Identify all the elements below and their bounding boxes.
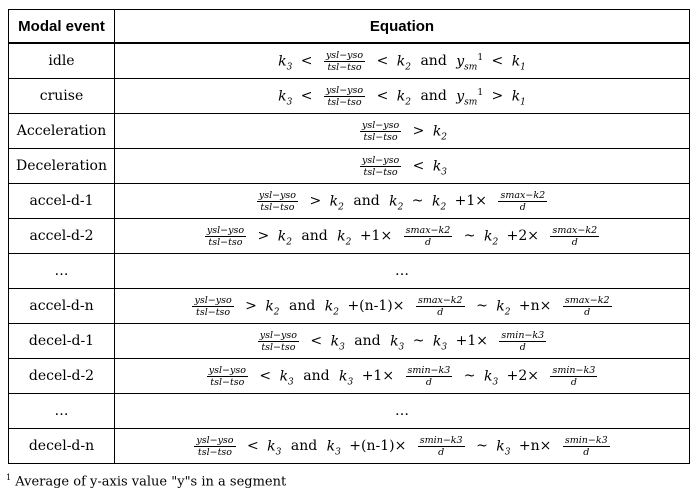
equation-cell: $\frac{\text{ysl−yso}}{\text{tsl−tso}}$ < $k_3$ (115, 149, 690, 184)
event-label: decel-d-2 (9, 359, 115, 394)
table-row (9, 114, 690, 149)
event-label: … (9, 394, 115, 429)
table-row (9, 359, 690, 394)
table-row (9, 219, 690, 254)
equation-cell: $\frac{\text{ysl−yso}}{\text{tsl−tso}}$ > $k_2$ and $k_2$ ~ $k_2 +1\times$ $\frac{smax-k2}{d}$ (115, 184, 690, 219)
event-label: idle (9, 43, 115, 79)
event-label: accel-d-2 (9, 219, 115, 254)
table-row (9, 394, 690, 429)
equation-cell: $\frac{\text{ysl−yso}}{\text{tsl−tso}}$ > $k_2$ and $k_2 +(n-1)\times$ $\frac{smax-k2}{d}$ ~ $k_2 +n\times$ $\frac{smax-k2}{d}$ (115, 289, 690, 324)
table-row (9, 79, 690, 114)
header-equation: Equation (115, 10, 690, 44)
footnote-marker: 1 (6, 473, 12, 482)
equation-cell: $\frac{\text{ysl−yso}}{\text{tsl−tso}}$ < $k_3$ and $k_3 +1\times$ $\frac{smin-k3}{d}$ ~ $k_3 +2\times$ $\frac{smin-k3}{d}$ (115, 359, 690, 394)
footnote (6, 473, 286, 489)
equation-cell: … (115, 254, 690, 289)
equation-cell: $\frac{\text{ysl−yso}}{\text{tsl−tso}}$ < $k_3$ and $k_3 +(n-1)\times$ $\frac{smin-k3}{d}$ ~ $k_3 +n\times$ $\frac{smin-k3}{d}$ (115, 429, 690, 464)
equation-cell: $k_3$ < $\frac{\text{ysl−yso}}{\text{tsl−tso}}$ < $k_2$ and $y_{sm}^1 < k_1$ (115, 43, 690, 79)
event-label: … (9, 254, 115, 289)
event-label: Deceleration (9, 149, 115, 184)
table-row (9, 324, 690, 359)
equation-cell: $\frac{\text{ysl−yso}}{\text{tsl−tso}}$ > $k_2$ (115, 114, 690, 149)
event-label: decel-d-1 (9, 324, 115, 359)
event-label: Acceleration (9, 114, 115, 149)
table-row (9, 184, 690, 219)
event-label: cruise (9, 79, 115, 114)
modal-event-table (8, 9, 690, 464)
header-modal-event: Modal event (9, 10, 115, 44)
equation-cell: $k_3$ < $\frac{\text{ysl−yso}}{\text{tsl−tso}}$ < $k_2$ and $y_{sm}^1 > k_1$ (115, 79, 690, 114)
event-label: accel-d-n (9, 289, 115, 324)
table-row (9, 149, 690, 184)
equation-cell: $\frac{\text{ysl−yso}}{\text{tsl−tso}}$ < $k_3$ and $k_3$ ~ $k_3 +1\times$ $\frac{smin-k3}{d}$ (115, 324, 690, 359)
event-label: accel-d-1 (9, 184, 115, 219)
equation-cell: … (115, 394, 690, 429)
table-row (9, 429, 690, 464)
table-row (9, 254, 690, 289)
equation-cell: $\frac{\text{ysl−yso}}{\text{tsl−tso}}$ > $k_2$ and $k_2 +1\times$ $\frac{smax-k2}{d}$ ~ $k_2 +2\times$ $\frac{smax-k2}{d}$ (115, 219, 690, 254)
table-row (9, 289, 690, 324)
footnote-text: Average of y-axis value "y"s in a segment (15, 474, 287, 490)
table-row (9, 43, 690, 79)
event-label: decel-d-n (9, 429, 115, 464)
